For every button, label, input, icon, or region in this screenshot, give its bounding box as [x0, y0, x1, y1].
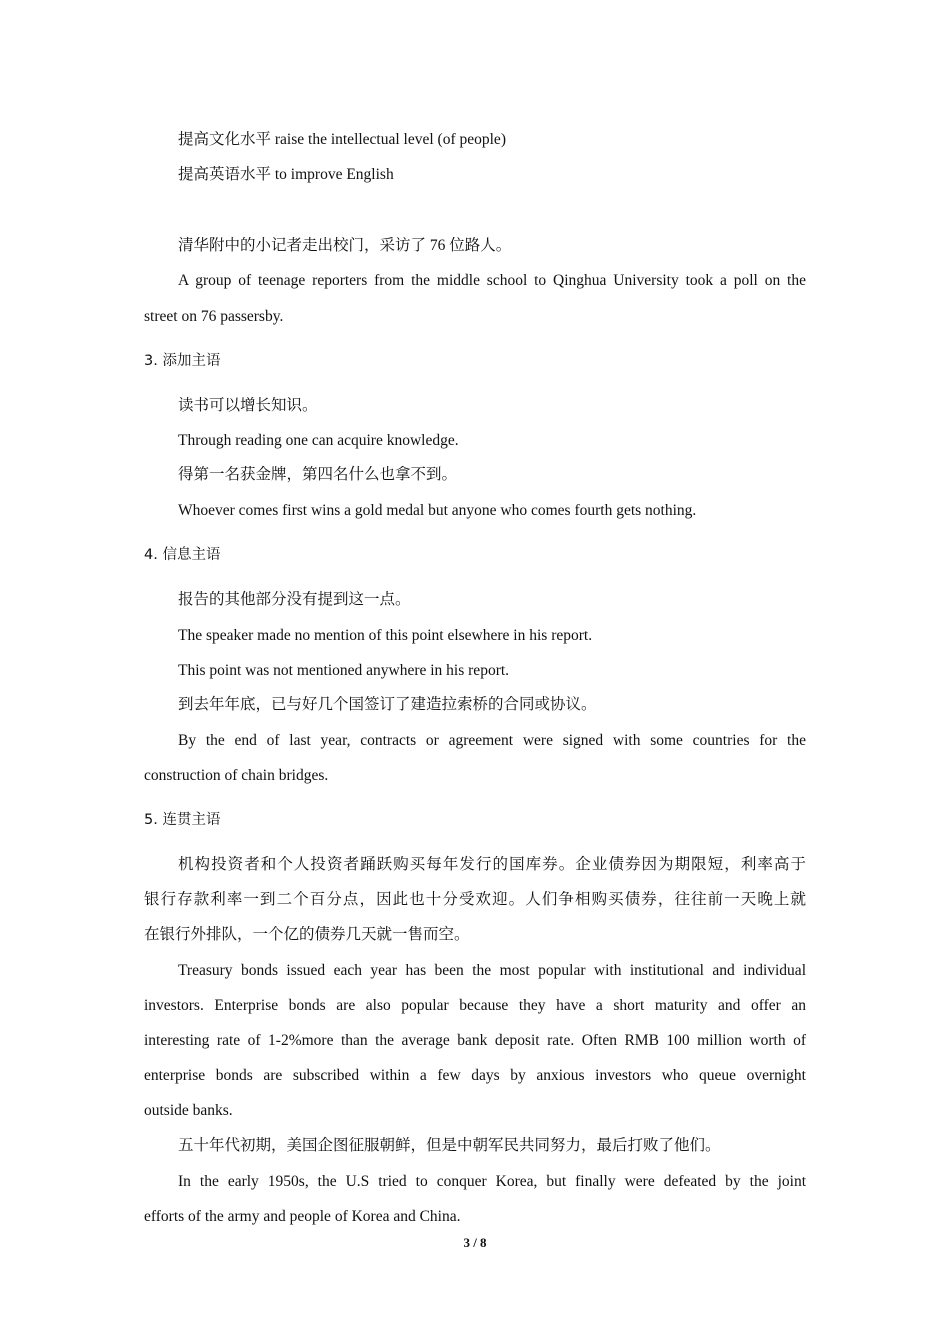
- page-number: 3 / 8: [463, 1235, 487, 1250]
- example-zh: 清华附中的小记者走出校门，采访了 76 位路人。: [178, 237, 512, 254]
- section-5-en-2-line-2: efforts of the army and people of Korea and China.: [144, 1208, 461, 1225]
- section-4-zh-1: 报告的其他部分没有提到这一点。: [178, 591, 411, 608]
- example-en-line-1: A group of teenage reporters from the middle school to Qinghua University took a poll on the: [178, 272, 806, 289]
- vocab-line-1: 提高文化水平 raise the intellectual level (of people): [178, 131, 506, 148]
- section-heading-4: 4. 信息主语: [144, 547, 221, 563]
- vocab-line-2: 提高英语水平 to improve English: [178, 166, 394, 183]
- section-5-en-1-line-2: investors. Enterprise bonds are also popular because they have a short maturity and offer an: [144, 997, 806, 1014]
- section-4-en-3-line-2: construction of chain bridges.: [144, 767, 329, 784]
- section-3-zh-2: 得第一名获金牌，第四名什么也拿不到。: [178, 466, 458, 483]
- section-4-en-1: The speaker made no mention of this point elsewhere in his report.: [178, 627, 593, 644]
- section-3-en-1: Through reading one can acquire knowledge.: [178, 432, 459, 449]
- section-4-en-3-line-1: By the end of last year, contracts or agreement were signed with some countries for the: [178, 732, 806, 749]
- section-heading-3: 3. 添加主语: [144, 353, 221, 369]
- section-4-zh-2: 到去年年底，已与好几个国签订了建造拉索桥的合同或协议。: [178, 696, 597, 713]
- section-heading-5: 5. 连贯主语: [144, 812, 221, 828]
- section-3-zh-1: 读书可以增长知识。: [178, 397, 318, 414]
- section-3-en-2: Whoever comes first wins a gold medal but anyone who comes fourth gets nothing.: [178, 502, 697, 519]
- section-4-en-2: This point was not mentioned anywhere in his report.: [178, 662, 510, 679]
- section-5-en-1-line-3: interesting rate of 1-2%more than the average bank deposit rate. Often RMB 100 million worth of: [144, 1032, 806, 1049]
- section-5-zh-1-line-2: 银行存款利率一到二个百分点，因此也十分受欢迎。人们争相购买债券，往往前一天晚上就: [144, 891, 806, 908]
- example-en-line-2: street on 76 passersby.: [144, 308, 284, 325]
- section-5-en-1-line-4: enterprise bonds are subscribed within a few days by anxious investors who queue overnight: [144, 1067, 806, 1084]
- section-5-en-1-line-1: Treasury bonds issued each year has been the most popular with institutional and individual: [178, 962, 806, 979]
- section-5-zh-2: 五十年代初期，美国企图征服朝鲜，但是中朝军民共同努力，最后打败了他们。: [178, 1137, 721, 1154]
- section-5-zh-1-line-3: 在银行外排队，一个亿的债券几天就一售而空。: [144, 926, 470, 943]
- section-5-en-1-line-5: outside banks.: [144, 1102, 233, 1119]
- section-5-en-2-line-1: In the early 1950s, the U.S tried to conquer Korea, but finally were defeated by the joint: [178, 1173, 806, 1190]
- section-5-zh-1-line-1: 机构投资者和个人投资者踊跃购买每年发行的国库券。企业债券因为期限短，利率高于: [178, 856, 806, 873]
